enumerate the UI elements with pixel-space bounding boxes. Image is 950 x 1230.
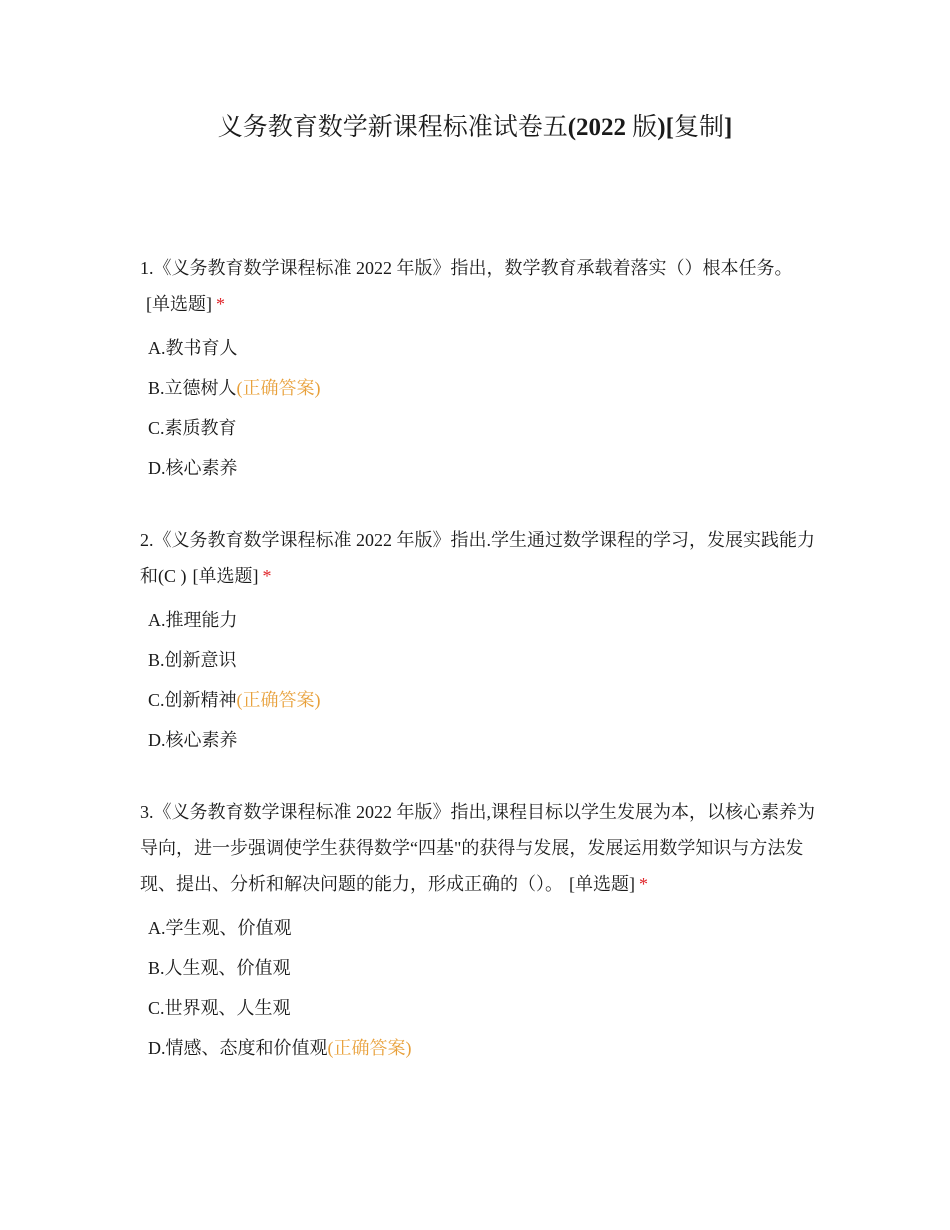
question-type-label: [单选题]	[146, 294, 212, 314]
option-text: A.教书育人	[148, 338, 238, 358]
page-title	[0, 112, 950, 144]
option-text: A.推理能力	[148, 610, 238, 630]
option-c[interactable]	[140, 680, 820, 720]
option-d[interactable]	[140, 448, 820, 488]
option-d[interactable]	[140, 1028, 820, 1068]
question-3	[140, 794, 820, 1068]
option-text: C.创新精神	[148, 690, 237, 710]
option-a[interactable]	[140, 600, 820, 640]
option-text: B.人生观、价值观	[148, 958, 291, 978]
title-year: (2022	[567, 114, 627, 141]
option-c[interactable]	[140, 408, 820, 448]
correct-answer-tag: (正确答案)	[236, 690, 321, 710]
option-text: D.核心素养	[148, 730, 238, 750]
option-b[interactable]	[140, 948, 820, 988]
correct-answer-tag: (正确答案)	[236, 378, 321, 398]
question-list	[140, 250, 820, 1102]
title-main: 义务教育数学新课程标准试卷五	[217, 114, 568, 141]
option-text: B.立德树人	[148, 378, 237, 398]
option-c[interactable]	[140, 988, 820, 1028]
required-mark: *	[216, 294, 225, 314]
option-d[interactable]	[140, 720, 820, 760]
title-copy-link[interactable]: 复制	[673, 114, 724, 141]
title-bracket: )[	[657, 114, 674, 141]
option-b[interactable]	[140, 368, 820, 408]
option-a[interactable]	[140, 908, 820, 948]
option-text: B.创新意识	[148, 650, 237, 670]
correct-answer-tag: (正确答案)	[327, 1038, 412, 1058]
option-text: C.素质教育	[148, 418, 237, 438]
question-stem	[140, 250, 820, 322]
question-text: 3.《义务教育数学课程标准 2022 年版》指出,课程目标以学生发展为本，以核心素养为导向，进一步强调使学生获得数学“四基"的获得与发展，发展运用数学知识与方法发现、提出、分析和解决问题的能力，形成正确的（）。	[140, 802, 815, 894]
option-text: D.情感、态度和价值观	[148, 1038, 328, 1058]
question-type-label: [单选题]	[569, 874, 635, 894]
title-bracket-end: ]	[723, 114, 733, 141]
title-version: 版	[626, 114, 658, 141]
question-stem	[140, 794, 820, 902]
question-text: 2.《义务教育数学课程标准 2022 年版》指出.学生通过数学课程的学习，发展实践能力和(C )	[140, 530, 815, 586]
option-a[interactable]	[140, 328, 820, 368]
option-text: C.世界观、人生观	[148, 998, 291, 1018]
question-type-label: [单选题]	[192, 566, 259, 586]
option-text: D.核心素养	[148, 458, 238, 478]
required-mark: *	[262, 566, 272, 586]
question-stem	[140, 522, 820, 594]
question-text: 1.《义务教育数学课程标准 2022 年版》指出，数学教育承载着落实（）根本任务。	[140, 258, 793, 278]
required-mark: *	[639, 874, 648, 894]
question-1	[140, 250, 820, 488]
option-b[interactable]	[140, 640, 820, 680]
question-2	[140, 522, 820, 760]
option-text: A.学生观、价值观	[148, 918, 292, 938]
